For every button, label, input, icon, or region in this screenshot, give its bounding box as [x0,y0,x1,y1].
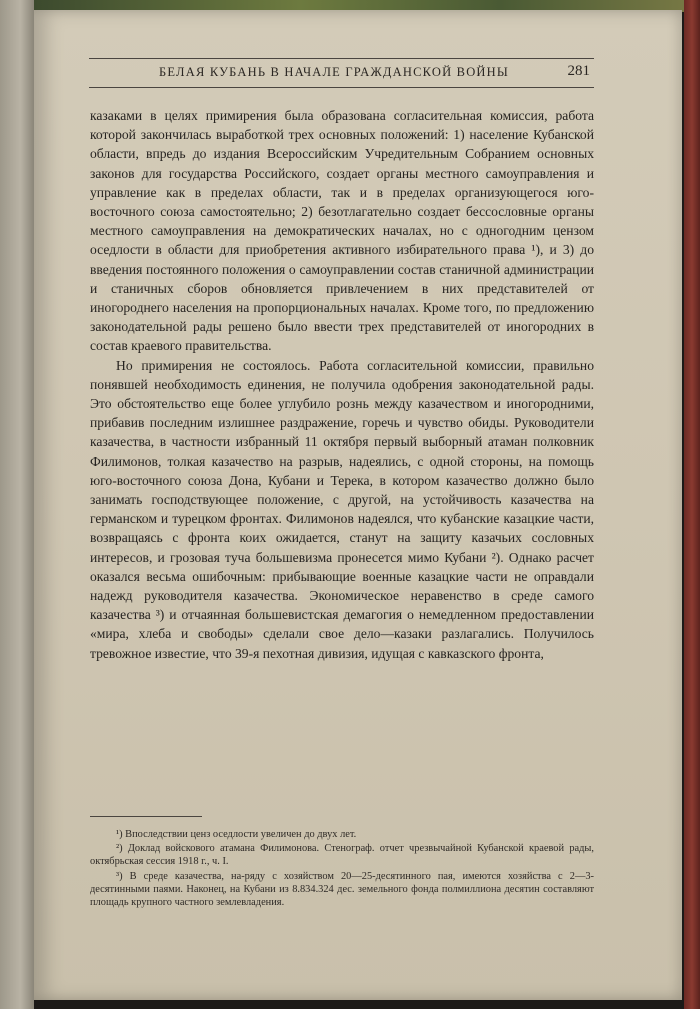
facing-page-edge [0,0,34,1009]
paragraph-2: Но примирения не состоялось. Работа согласительной комиссии, правильно понявшей необходимость единения, не получила одобрения законодательной рады. Это обстоятельство еще более углубило рознь между казачеством и иногородними, прибавив последним излишнее раздражение, горечь и чувство обиды. Руководители казачества, в частности избранный 11 октября первый выборный атаман полковник Филимонов, толкая казачество на разрыв, надеялись, с одной стороны, на помощь юго-восточного союза Дона, Кубани и Терека, в котором казачество должно было занимать господствующее положение, с другой, на устойчивость казачества на германском и турецком фронтах. Филимонов надеялся, что кубанские казацкие части, возвращаясь с фронта коих ожидается, станут на защиту казачьих сословных интересов, и грозовая туча большевизма пронесется мимо Кубани ²). Однако расчет оказался весьма ошибочным: прибывающие военные казацкие части не оправдали надежд руководителя казачества. Экономическое неравенство в среде самого казачества ³) и отчаянная большевистская демагогия о немедленном предоставлении «мира, хлеба и свободы» сделали свое дело—казаки разлагались. Получилось тревожное известие, что 39-я пехотная дивизия, идущая с кавказского фронта, [90,357,594,661]
footnote-divider [90,816,202,817]
running-header [89,58,594,88]
footnote-1: ¹) Впоследствии ценз оседлости увеличен до двух лет. [116,829,357,840]
cover-edge-right [684,0,700,1009]
footnote-3: ³) В среде казачества, на-ряду с хозяйством 20—25-десятинного пая, имеются хозяйства с 2—3-десятинными паями. Наконец, на Кубани из 8.834.324 дес. земельного фонда полмиллиона десятин составляют площадь крупного частного землевладения. [90,870,594,909]
paragraph-1: казаками в целях примирения была образована согласительная комиссия, работа которой закончилась выработкой трех основных положений: 1) население Кубанской области, впредь до издания Всероссийским Учредительным Собранием основных законов для государства Российского, создает органы местного самоуправления и управление как в пределах области, так и в пределах организующегося юго-восточного союза самостоятельно; 2) безотлагательно создает бессословные органы местного самоуправления на демократических началах, но с одногодним цензом оседлости в области для приобретения активного избирательного права ¹), и 3) до введения постоянного положения о самоуправлении состав станичной администрации и станичных сборов обновляется привлечением в них представителей от иногороднего населения на пропорциональных началах. Кроме того, по предложению законодательной рады решено было ввести трех представителей от иногородних в состав краевого правительства. [90,108,594,354]
page-number: 281 [567,63,590,79]
main-text [90,106,594,663]
book-page [34,10,682,1000]
running-title: БЕЛАЯ КУБАНЬ В НАЧАЛЕ ГРАЖДАНСКОЙ ВОЙНЫ [159,65,509,79]
footnotes [90,828,594,910]
footnote-2: ²) Доклад войскового атамана Филимонова. Стенограф. отчет чрезвычайной Кубанской краевой рады, октябрьская сессия 1918 г., ч. I. [90,843,594,868]
